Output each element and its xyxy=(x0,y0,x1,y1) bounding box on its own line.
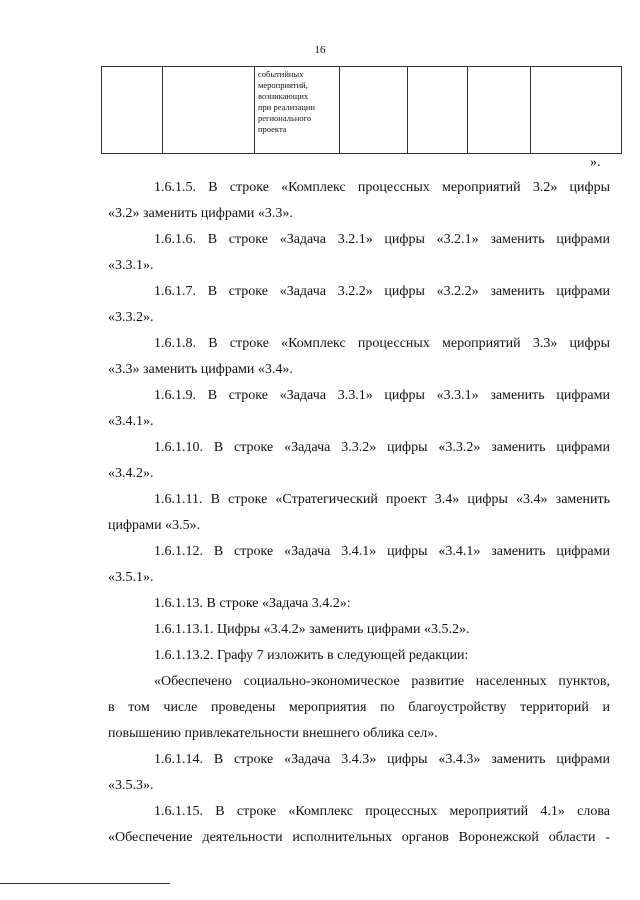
paragraph-line: 1.6.1.12. В строке «Задача 3.4.1» цифры «3.4.1» заменить цифрами xyxy=(154,544,610,559)
paragraph-line: 1.6.1.9. В строке «Задача 3.3.1» цифры «3.3.1» заменить цифрами xyxy=(154,388,610,403)
cell-line: событийных xyxy=(258,69,304,79)
table-cell xyxy=(102,67,163,154)
paragraph-line: 1.6.1.13. В строке «Задача 3.4.2»: xyxy=(154,596,351,611)
paragraph-line: 1.6.1.11. В строке «Стратегический проект 3.4» цифры «3.4» заменить xyxy=(154,492,610,507)
paragraph-line: 1.6.1.6. В строке «Задача 3.2.1» цифры «3.2.1» заменить цифрами xyxy=(154,232,610,247)
paragraph-line: 1.6.1.13.1. Цифры «3.4.2» заменить цифрами «3.5.2». xyxy=(154,622,470,637)
paragraph-line: 1.6.1.5. В строке «Комплекс процессных мероприятий 3.2» цифры xyxy=(154,180,610,195)
paragraph-line: 1.6.1.15. В строке «Комплекс процессных мероприятий 4.1» слова xyxy=(154,804,610,819)
table-cell-text xyxy=(255,67,340,154)
cell-line: регионального xyxy=(258,113,312,123)
table-cell xyxy=(340,67,408,154)
paragraph-line: 1.6.1.8. В строке «Комплекс процессных мероприятий 3.3» цифры xyxy=(154,336,610,351)
paragraph-line: 1.6.1.10. В строке «Задача 3.3.2» цифры «3.3.2» заменить цифрами xyxy=(154,440,610,455)
paragraph-line: «3.3» заменить цифрами «3.4». xyxy=(108,362,293,377)
paragraph-line: «Обеспечение деятельности исполнительных органов Воронежской области - xyxy=(108,830,610,845)
continuation-table xyxy=(101,66,622,154)
footnote-rule xyxy=(0,883,170,884)
table-cell xyxy=(408,67,468,154)
page-number: 16 xyxy=(314,44,326,56)
paragraph-line: в том числе проведены мероприятия по благоустройству территорий и xyxy=(108,700,610,715)
paragraph-line: «3.4.1». xyxy=(108,414,154,429)
paragraph-line: «3.3.1». xyxy=(108,258,154,273)
paragraph-line: «3.5.3». xyxy=(108,778,154,793)
paragraph-line: «3.2» заменить цифрами «3.3». xyxy=(108,206,293,221)
cell-line: при реализации xyxy=(258,102,316,112)
paragraph-line: 1.6.1.13.2. Графу 7 изложить в следующей редакции: xyxy=(154,648,469,663)
table-cell xyxy=(531,67,622,154)
paragraph-line: «Обеспечено социально-экономическое развитие населенных пунктов, xyxy=(154,674,610,689)
paragraph-line: 1.6.1.14. В строке «Задача 3.4.3» цифры «3.4.3» заменить цифрами xyxy=(154,752,610,767)
cell-line: возникающих xyxy=(258,91,309,101)
paragraph-line: «3.4.2». xyxy=(108,466,154,481)
table-cell xyxy=(163,67,255,154)
paragraph-line: цифрами «3.5». xyxy=(108,518,201,533)
paragraph-line: «3.5.1». xyxy=(108,570,154,585)
closing-quote: ». xyxy=(590,155,601,170)
cell-line: мероприятий, xyxy=(258,80,308,90)
paragraph-line: «3.3.2». xyxy=(108,310,154,325)
table-cell xyxy=(468,67,531,154)
paragraph-line: 1.6.1.7. В строке «Задача 3.2.2» цифры «3.2.2» заменить цифрами xyxy=(154,284,610,299)
cell-line: проекта xyxy=(258,124,287,134)
paragraph-line: повышению привлекательности внешнего облика сел». xyxy=(108,726,438,741)
